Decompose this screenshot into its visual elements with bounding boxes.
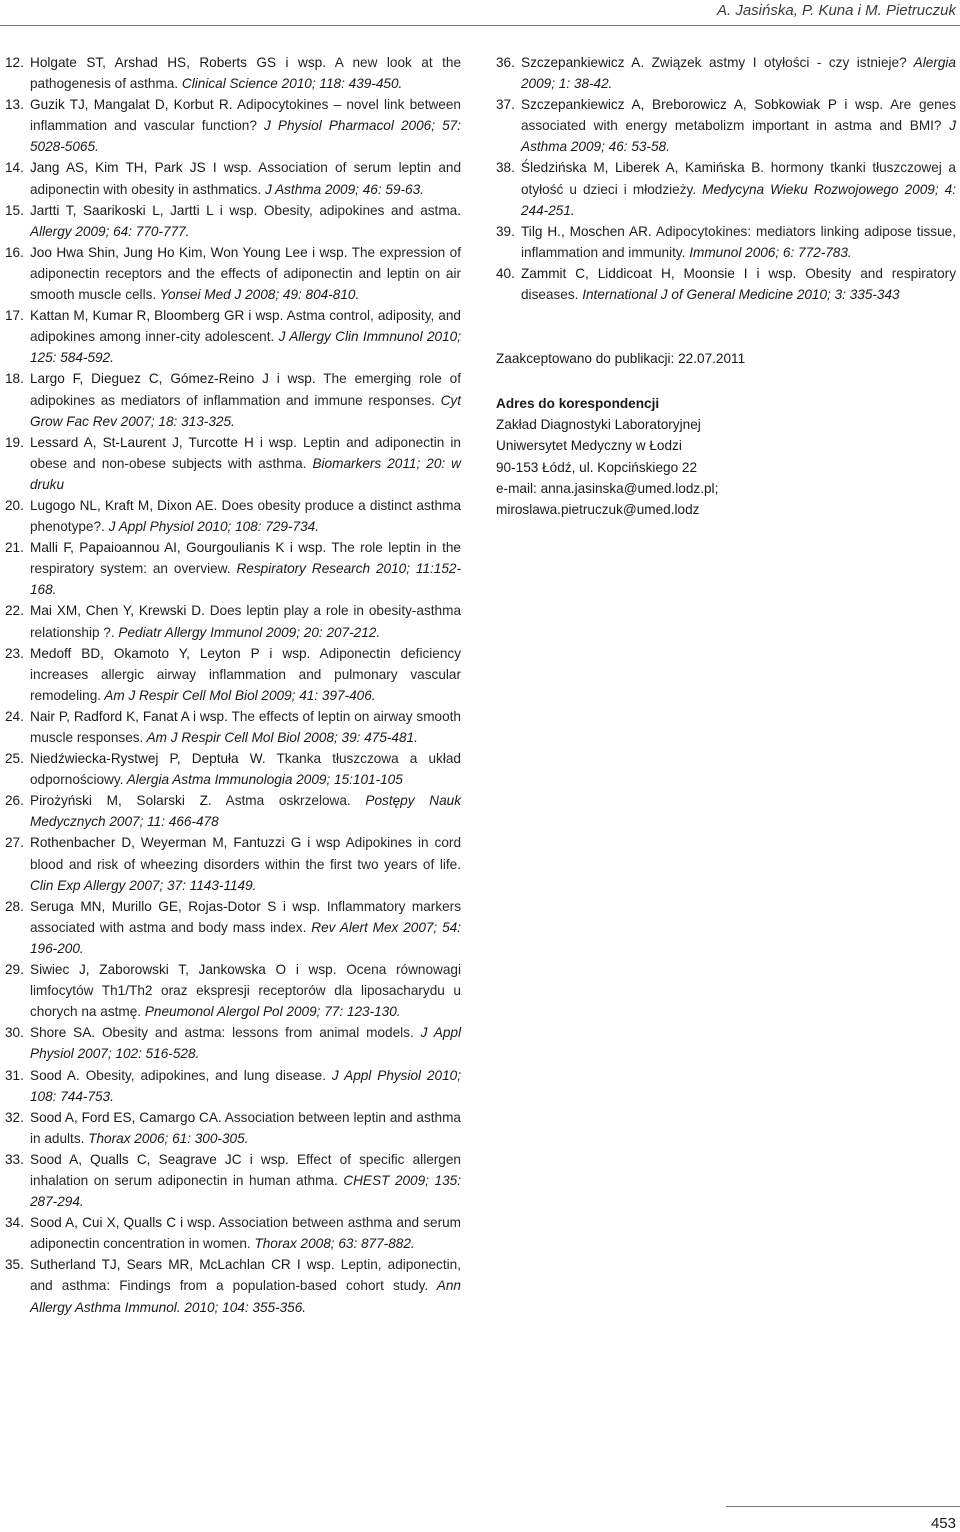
reference-title: Association between asthma and serum adiponectin concentration in women. xyxy=(30,1215,461,1252)
reference-text xyxy=(521,52,956,94)
reference-number: 37. xyxy=(496,97,515,113)
reference-item xyxy=(5,495,461,537)
reference-source: Clinical Science 2010; 118: 439-450. xyxy=(178,76,403,92)
reference-number: 18. xyxy=(5,371,24,387)
reference-text xyxy=(30,1022,461,1064)
reference-title: The emerging role of adipokines as mediators of inflammation and immune responses. xyxy=(30,371,461,408)
reference-source: Postępy Nauk Medycznych 2007; 11: 466-478 xyxy=(30,793,461,830)
reference-title: Association between leptin and asthma in adults. xyxy=(30,1109,461,1146)
reference-source: Alergia Astma Immunologia 2009; 15:101-105 xyxy=(123,772,403,788)
reference-authors: Nair P, Radford K, Fanat A i wsp. xyxy=(30,708,228,724)
reference-item xyxy=(5,52,461,94)
reference-text xyxy=(30,94,461,157)
reference-source: Thorax 2006; 61: 300-305. xyxy=(84,1130,249,1146)
reference-item xyxy=(5,706,461,748)
reference-authors: Śledzińska M, Liberek A, Kamińska B. xyxy=(521,160,765,176)
reference-title: The role leptin in the respiratory system: an overview. xyxy=(30,540,461,577)
reference-number: 16. xyxy=(5,244,24,260)
references-list-right xyxy=(496,52,956,305)
reference-item xyxy=(5,1149,461,1212)
reference-authors: Mai XM, Chen Y, Krewski D. xyxy=(30,603,205,619)
reference-item xyxy=(5,790,461,832)
reference-authors: Kattan M, Kumar R, Bloomberg GR i wsp. xyxy=(30,308,284,324)
reference-text xyxy=(30,52,461,94)
reference-number: 28. xyxy=(5,898,24,914)
reference-source: J Appl Physiol 2010; 108: 729-734. xyxy=(104,519,319,535)
reference-text xyxy=(521,157,956,220)
reference-title: Obesity and respiratory diseases. xyxy=(521,265,956,303)
reference-text xyxy=(30,600,461,642)
reference-text xyxy=(30,706,461,748)
running-head xyxy=(0,0,960,24)
reference-text xyxy=(30,537,461,600)
reference-source: Allergy 2009; 64: 770-777. xyxy=(30,223,190,239)
reference-item xyxy=(5,1022,461,1064)
reference-authors: Tilg H., Moschen AR. xyxy=(521,223,652,239)
reference-item xyxy=(496,221,956,263)
reference-authors: Siwiec J, Zaborowski T, Jankowska O i wsp. xyxy=(30,962,337,978)
reference-number: 34. xyxy=(5,1215,24,1231)
reference-item xyxy=(5,1107,461,1149)
reference-text xyxy=(521,221,956,263)
reference-source: Respiratory Research 2010; 11:152-168. xyxy=(30,561,461,598)
footer-rule xyxy=(726,1506,960,1507)
reference-number: 20. xyxy=(5,497,24,513)
reference-title: Adipocytokines: mediators linking adipose tissue, inflammation and immunity. xyxy=(521,223,956,260)
reference-source: Pneumonol Alergol Pol 2009; 77: 123-130. xyxy=(141,1004,401,1020)
accepted-date: Zaakceptowano do publikacji: 22.07.2011 xyxy=(496,351,746,367)
reference-source: Thorax 2008; 63: 877-882. xyxy=(250,1236,415,1252)
reference-item xyxy=(5,832,461,895)
reference-item xyxy=(5,748,461,790)
reference-source: J Appl Physiol 2007; 102: 516-528. xyxy=(30,1025,461,1062)
reference-text xyxy=(521,94,956,157)
reference-text xyxy=(30,790,461,832)
reference-item xyxy=(5,600,461,642)
reference-authors: Seruga MN, Murillo GE, Rojas-Dotor S i wsp. xyxy=(30,898,321,914)
reference-source: Cyt Grow Fac Rev 2007; 18: 313-325. xyxy=(30,392,462,429)
reference-text xyxy=(30,432,461,495)
reference-number: 24. xyxy=(5,708,24,724)
references-column-right xyxy=(496,52,956,520)
reference-text xyxy=(30,368,461,431)
reference-authors: Rothenbacher D, Weyerman M, Fantuzzi G i wsp xyxy=(30,835,341,851)
reference-item xyxy=(5,896,461,959)
reference-source: Immunol 2006; 6: 772-783. xyxy=(685,244,852,260)
reference-title: A new look at the pathogenesis of asthma. xyxy=(30,55,462,92)
reference-number: 25. xyxy=(5,751,24,767)
reference-number: 22. xyxy=(5,603,24,619)
correspondence-email[interactable]: e-mail: anna.jasinska@umed.lodz.pl; xyxy=(496,480,719,496)
reference-title: Ocena równowagi limfocytów Th1/Th2 oraz ekspresji receptorów dla liposacharydu u chorych na astmę. xyxy=(30,962,461,1020)
reference-source: Am J Respir Cell Mol Biol 2008; 39: 475-481. xyxy=(143,730,418,745)
reference-number: 12. xyxy=(5,55,24,70)
reference-title: Adipocytokines – novel link between inflammation and vascular function? xyxy=(30,97,461,134)
reference-text xyxy=(30,643,461,706)
reference-text xyxy=(30,1149,461,1212)
reference-item xyxy=(496,157,956,220)
reference-number: 23. xyxy=(5,645,24,661)
header-rule xyxy=(0,25,960,26)
reference-number: 21. xyxy=(5,540,24,556)
reference-source: J Physiol Pharmacol 2006; 57: 5028-5065. xyxy=(30,118,461,155)
reference-item xyxy=(5,242,461,305)
reference-text xyxy=(30,1107,461,1149)
reference-authors: Jang AS, Kim TH, Park JS I wsp. xyxy=(30,160,252,176)
reference-number: 29. xyxy=(5,962,24,978)
reference-authors: Szczepankiewicz A. xyxy=(521,55,645,70)
reference-authors: Sood A, Cui X, Qualls C i wsp. xyxy=(30,1215,216,1231)
reference-number: 31. xyxy=(5,1067,24,1083)
reference-title: Association of serum leptin and adiponectin with obesity in asthmatics. xyxy=(30,160,461,197)
reference-title: hormony tkanki tłuszczowej a otyłość u dzieci i młodzieży. xyxy=(521,160,956,197)
reference-number: 33. xyxy=(5,1151,24,1167)
reference-text xyxy=(30,157,461,199)
reference-authors: Sood A, Ford ES, Camargo CA. xyxy=(30,1109,222,1125)
references-column-left xyxy=(5,52,461,1318)
reference-title: The expression of adiponectin receptors and the effects of adiponectin and leptin on air smooth muscle cells. xyxy=(30,244,461,303)
reference-text xyxy=(30,748,461,790)
reference-source: Yonsei Med J 2008; 49: 804-810. xyxy=(156,287,360,303)
correspondence-line: Zakład Diagnostyki Laboratoryjnej xyxy=(496,417,701,433)
reference-authors: Lugogo NL, Kraft M, Dixon AE. xyxy=(30,497,218,513)
reference-authors: Joo Hwa Shin, Jung Ho Kim, Won Young Lee i wsp. xyxy=(30,244,348,260)
reference-authors: Niedźwiecka-Rystwej P, Deptuła W. xyxy=(30,751,266,767)
reference-number: 40. xyxy=(496,265,515,281)
correspondence-heading: Adres do korespondencji xyxy=(496,396,660,412)
reference-authors: Largo F, Dieguez C, Gómez-Reino J i wsp. xyxy=(30,371,316,387)
reference-source: Medycyna Wieku Rozwojowego 2009; 4: 244-251. xyxy=(521,181,956,218)
reference-source: Am J Respir Cell Mol Biol 2009; 41: 397-406. xyxy=(101,687,376,703)
reference-text xyxy=(30,305,461,368)
reference-number: 14. xyxy=(5,160,24,176)
reference-authors: Sood A. xyxy=(30,1067,86,1083)
reference-number: 26. xyxy=(5,793,24,809)
reference-item xyxy=(5,959,461,1022)
reference-number: 13. xyxy=(5,97,24,113)
reference-source: J Asthma 2009; 46: 53-58. xyxy=(521,118,956,155)
reference-text xyxy=(30,1254,461,1317)
reference-number: 35. xyxy=(5,1257,24,1273)
reference-source: Clin Exp Allergy 2007; 37: 1143-1149. xyxy=(30,877,257,893)
reference-text xyxy=(30,1212,461,1254)
reference-source: Alergia 2009; 1: 38-42. xyxy=(521,55,956,92)
reference-item xyxy=(496,52,956,94)
reference-text xyxy=(30,959,461,1022)
reference-title: Does leptin play a role in obesity-asthma relationship ?. xyxy=(30,603,462,640)
reference-title: Astma oskrzelowa. xyxy=(211,793,351,809)
reference-authors: Szczepankiewicz A, Breborowicz A, Sobkowiak P i wsp. xyxy=(521,97,884,113)
reference-text xyxy=(521,263,956,305)
reference-source: Pediatr Allergy Immunol 2009; 20: 207-212. xyxy=(114,624,381,640)
reference-item xyxy=(5,1212,461,1254)
reference-item xyxy=(5,1254,461,1317)
reference-item xyxy=(5,200,461,242)
reference-number: 38. xyxy=(496,160,515,176)
reference-number: 32. xyxy=(5,1109,24,1125)
reference-authors: Guzik TJ, Mangalat D, Korbut R. xyxy=(30,97,233,113)
reference-source: J Appl Physiol 2010; 108: 744-753. xyxy=(30,1067,462,1104)
reference-item xyxy=(5,643,461,706)
reference-authors: Jartti T, Saarikoski L, Jartti L i wsp. xyxy=(30,202,258,218)
reference-source: Rev Alert Mex 2007; 54: 196-200. xyxy=(30,919,461,956)
reference-number: 30. xyxy=(5,1025,24,1041)
correspondence-line: Uniwersytet Medyczny w Łodzi xyxy=(496,438,682,454)
reference-number: 17. xyxy=(5,308,24,324)
reference-authors: Zammit C, Liddicoat H, Moonsie I i wsp. xyxy=(521,265,797,281)
reference-authors: Medoff BD, Okamoto Y, Leyton P i wsp. xyxy=(30,645,311,661)
reference-item xyxy=(5,537,461,600)
correspondence-address xyxy=(496,414,956,519)
reference-text xyxy=(30,1065,461,1107)
reference-source: Biomarkers 2011; 20: w druku xyxy=(30,455,461,492)
reference-title: The effects of leptin on airway smooth muscle responses. xyxy=(30,708,461,745)
reference-number: 27. xyxy=(5,835,24,851)
reference-title: Inflammatory markers associated with astma and body mass index. xyxy=(30,898,461,935)
reference-title: Are genes associated with energy metabolizm important in astma and BMI? xyxy=(521,97,956,134)
reference-number: 19. xyxy=(5,434,24,450)
reference-authors: Sutherland TJ, Sears MR, McLachlan CR I wsp. xyxy=(30,1257,335,1273)
reference-title: Does obesity produce a distinct asthma phenotype?. xyxy=(30,497,461,535)
reference-source: Ann Allergy Asthma Immunol. 2010; 104: 355-356. xyxy=(30,1278,461,1315)
reference-title: Leptin and adiponectin in obese and non-obese subjects with asthma. xyxy=(30,434,461,471)
reference-authors: Malli F, Papaioannou AI, Gourgoulianis K i wsp. xyxy=(30,540,327,556)
reference-item xyxy=(496,94,956,157)
reference-text xyxy=(30,242,461,305)
page-number: 453 xyxy=(930,1515,956,1532)
reference-source: International J of General Medicine 2010; 3: 335-343 xyxy=(578,287,900,303)
reference-title: Astma control, adiposity, and adipokines among inner-city adolescent. xyxy=(30,308,461,345)
reference-source: J Allergy Clin Immnunol 2010; 125: 584-592. xyxy=(30,329,461,366)
reference-number: 15. xyxy=(5,202,24,218)
reference-item xyxy=(5,94,461,157)
reference-source: CHEST 2009; 135: 287-294. xyxy=(30,1172,461,1210)
reference-title: Obesity, adipokines, and lung disease. xyxy=(85,1067,326,1083)
reference-text xyxy=(30,832,461,895)
correspondence-line: 90-153 Łódź, ul. Kopcińskiego 22 xyxy=(496,459,698,475)
reference-source: J Asthma 2009; 46: 59-63. xyxy=(261,181,424,197)
reference-title: Obesity, adipokines and astma. xyxy=(257,202,461,218)
reference-authors: Pirożyński M, Solarski Z. xyxy=(30,793,212,809)
reference-item xyxy=(5,157,461,199)
reference-title: Leptin, adiponectin, and asthma: Findings from a population-based cohort study. xyxy=(30,1257,461,1294)
reference-authors: Holgate ST, Arshad HS, Roberts GS i wsp. xyxy=(30,55,326,70)
reference-text xyxy=(30,495,461,537)
reference-item xyxy=(496,263,956,305)
reference-text xyxy=(30,896,461,959)
reference-title: Tkanka tłuszczowa a układ odpornościowy. xyxy=(30,751,461,788)
reference-authors: Shore SA. xyxy=(30,1025,96,1041)
reference-title: Effect of specific allergen inhalation on serum adiponectin in human athma. xyxy=(30,1151,461,1188)
reference-item xyxy=(5,432,461,495)
reference-title: Związek astmy I otyłości - czy istnieje? xyxy=(644,55,907,70)
correspondence-email[interactable]: miroslawa.pietruczuk@umed.lodz xyxy=(496,501,700,517)
reference-title: Adipokines in cord blood and risk of wheezing disorders within the first two years of life. xyxy=(30,835,462,872)
reference-authors: Lessard A, St-Laurent J, Turcotte H i wsp. xyxy=(30,434,297,450)
reference-number: 36. xyxy=(496,55,515,70)
running-head-authors: A. Jasińska, P. Kuna i M. Pietruczuk xyxy=(717,2,956,19)
reference-item xyxy=(5,368,461,431)
reference-number: 39. xyxy=(496,223,515,239)
reference-text xyxy=(30,200,461,242)
reference-authors: Sood A, Qualls C, Seagrave JC i wsp. xyxy=(30,1151,289,1167)
reference-title: Adiponectin deficiency increases allergic airway inflammation and pulmonary vascular remodeling. xyxy=(30,645,461,703)
reference-item xyxy=(5,305,461,368)
reference-title: Obesity and astma: lessons from animal models. xyxy=(95,1025,414,1041)
reference-item xyxy=(5,1065,461,1107)
